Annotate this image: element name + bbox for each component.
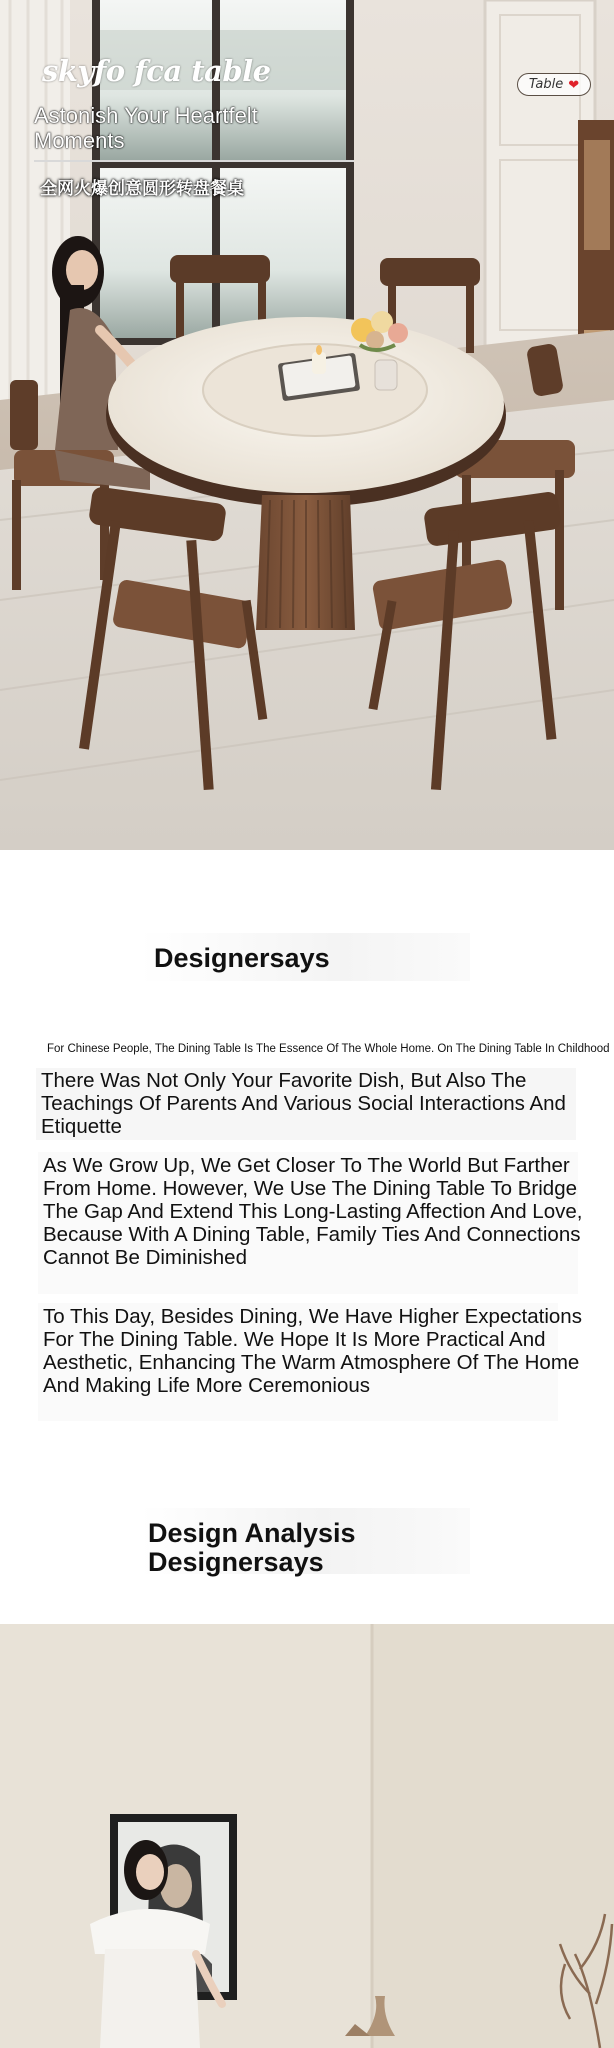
hero-subtitle-cn: 全网火爆创意圆形转盘餐桌 xyxy=(40,179,244,199)
heading-line-2: Designersays xyxy=(148,1547,324,1577)
paragraph-expectations: To This Day, Besides Dining, We Have Higher Expectations For The Dining Table. We Hope It Is More Practical And Aesthetic, Enhancing The Warm Atmosphere Of The Home And Making Life More Ceremonious xyxy=(43,1305,582,1397)
paragraph-childhood: There Was Not Only Your Favorite Dish, But Also The Teachings Of Parents And Various Social Interactions And Etiquette xyxy=(41,1069,566,1138)
section-heading-designersays: Designersays xyxy=(154,943,330,973)
brand-script-logo: skyfo fca table xyxy=(42,54,271,88)
paragraph-growing-up: As We Grow Up, We Get Closer To The World But Farther From Home. However, We Use The Dining Table To Bridge The Gap And Extend This Long-Lasting Affection And Love, Because With A Dining Table, Family Ties And Connections Cannot Be Diminished xyxy=(43,1154,583,1269)
interior-scene xyxy=(0,1624,614,2048)
hero-title: Astonish Your Heartfelt Moments xyxy=(34,103,258,153)
heading-line-1: Design Analysis xyxy=(148,1518,356,1548)
hero-banner xyxy=(0,0,614,850)
tag-label: Table xyxy=(528,77,564,92)
table-tag-badge xyxy=(517,73,591,96)
section-heading-design-analysis xyxy=(148,1519,356,1577)
intro-ticker-text: For Chinese People, The Dining Table Is The Essence Of The Whole Home. On The Dining Table In Childhood xyxy=(47,1043,610,1055)
lifestyle-photo xyxy=(0,1624,614,2048)
hero-divider xyxy=(34,160,354,162)
heart-icon: ❤ xyxy=(568,77,580,92)
